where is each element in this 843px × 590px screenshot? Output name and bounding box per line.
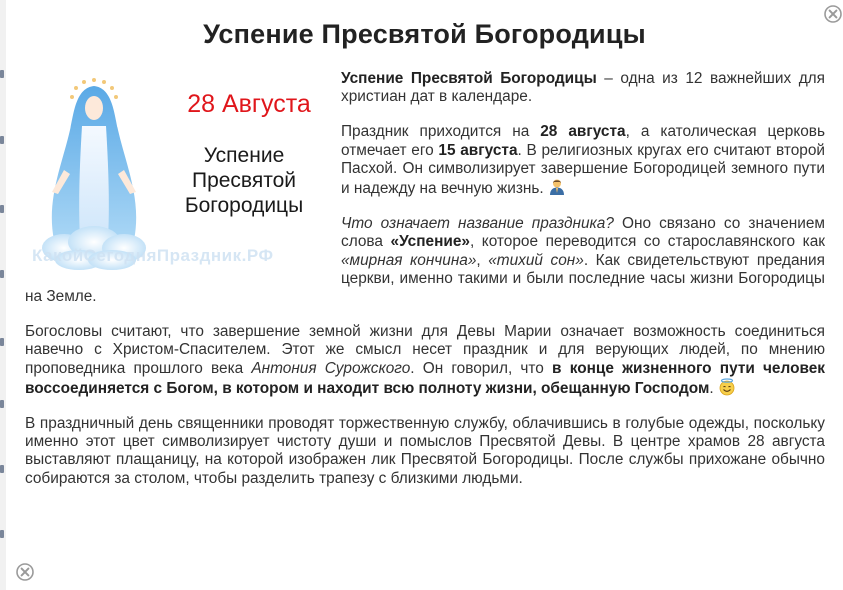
text-span: . Он говорил, что (410, 359, 553, 377)
illustration-name-line: Богородицы (184, 194, 304, 217)
text-span: . (709, 379, 714, 397)
bold-lead: Успение Пресвятой Богородицы (341, 70, 597, 87)
text-span: Праздник приходится на (341, 123, 541, 141)
bold-quote: в конце жизненного пути человек воссоединяется с Богом, в котором и находит всю полноту жизни, обещанную Господом (25, 359, 825, 397)
italic-name: Антония Сурожского (251, 359, 411, 377)
italic-term: «тихий сон» (488, 251, 584, 269)
bold-term: «Успение» (390, 233, 470, 251)
smiling-halo-emoji-icon (718, 378, 736, 396)
italic-question: Что означает название праздника? (341, 215, 614, 233)
bold-date: 28 августа (540, 123, 626, 141)
page-title: Успение Пресвятой Богородицы (203, 19, 646, 49)
watermark: КакойСегодняПраздник.РФ (32, 246, 274, 265)
text-span: . В религиозных кругах его считают второй Пасхой. Он символизирует завершение Богородицей земного пути и надежду на вечную жизнь. (341, 141, 825, 198)
text-span: Богословы считают, что завершение земной жизни для Девы Марии означает возможность соединиться навечно с Христом-Спасителем. Этот же смысл несет праздник и для верующих людей, по мнению проповедника прошлого века (25, 323, 825, 377)
close-icon[interactable] (16, 563, 34, 581)
bold-date: 15 августа (438, 141, 518, 159)
praying-person-emoji-icon (548, 178, 566, 196)
illustration-name-line: Пресвятой (191, 169, 297, 192)
text-span: , (476, 251, 489, 269)
paragraph-service: В праздничный день священники проводят торжественную службу, облачившись в голубые одежды, поскольку именно этот цвет символизирует чистоту души и помыслов Пресвятой Девы. В центре храмов 28 августа выставляют плащаницу, на которой изображен лик Пресвятой Богородицы. После службы прихожане обычно собираются за столом, чтобы разделить трапезу с близкими людьми. (25, 415, 825, 487)
illustration-name-line: Успение (203, 144, 285, 167)
text-span: . Как свидетельствуют предания церкви, именно такими и были последние часы жизни Богородицы на Земле. (25, 251, 825, 306)
italic-term: «мирная кончина» (341, 251, 477, 269)
illustration-spacer (25, 70, 341, 279)
paragraph-theology (25, 323, 825, 398)
text-span: , а католическая церковь отмечает его (341, 123, 825, 159)
article-body (25, 70, 825, 505)
text-span: Оно связано со значением слова (341, 215, 825, 251)
text-span: – одна из 12 важнейших для христиан дат в календаре. (341, 70, 825, 106)
illustration-date: 28 Августа (187, 90, 311, 118)
text-span: , которое переводится со старославянского как (469, 233, 826, 251)
holiday-popup (6, 0, 843, 590)
